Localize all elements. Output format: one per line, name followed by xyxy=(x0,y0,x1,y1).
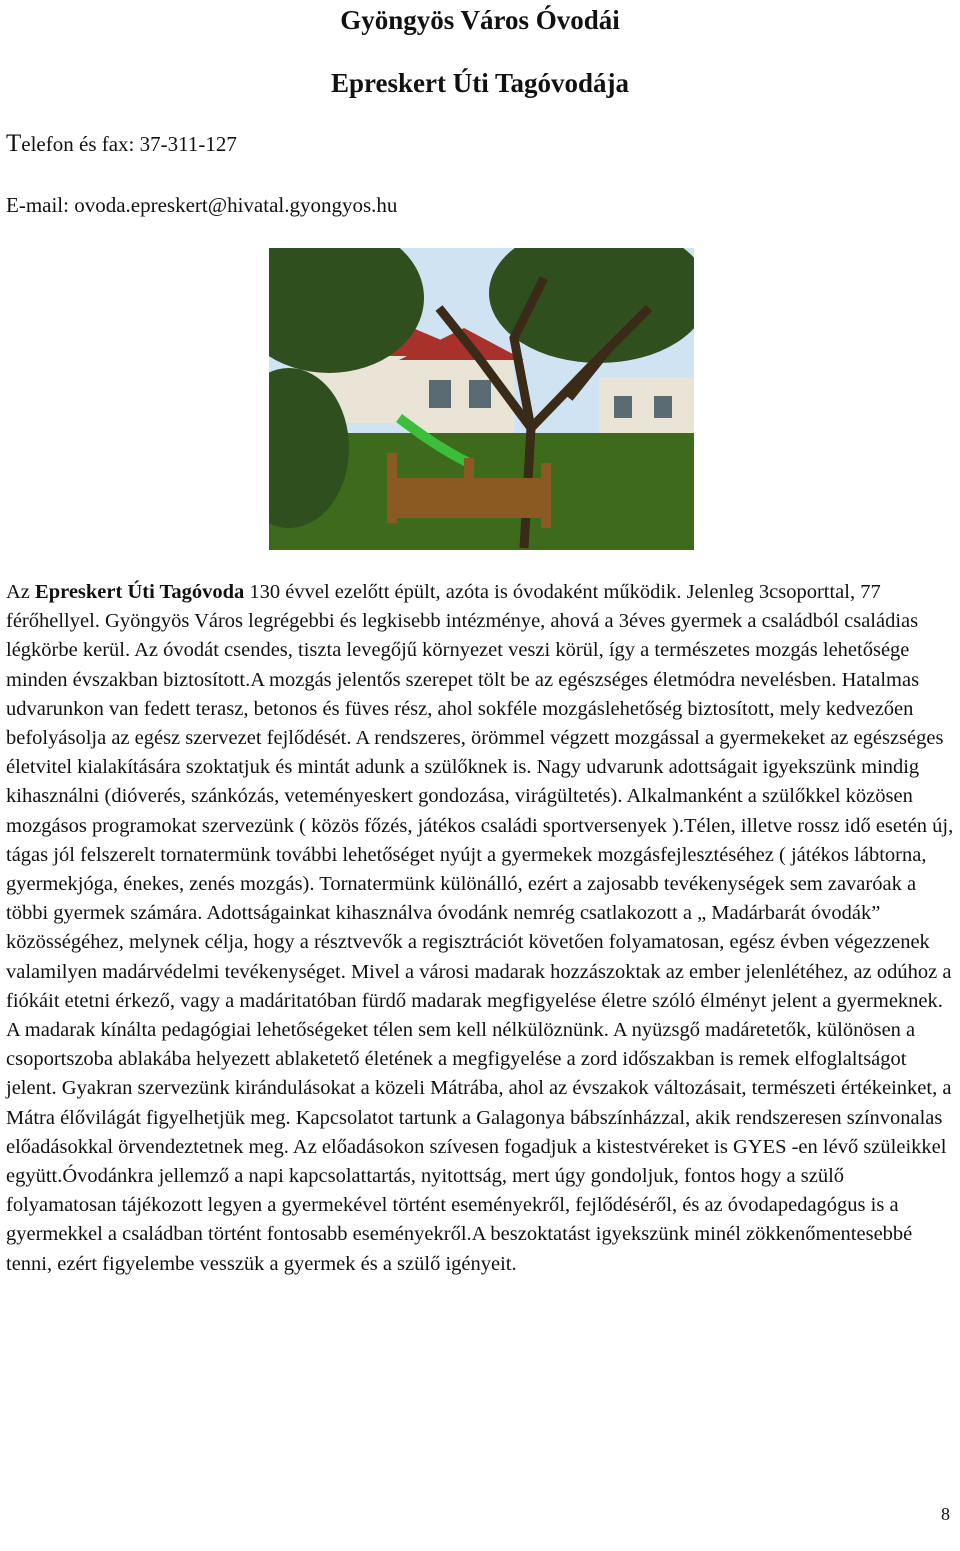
body-paragraph xyxy=(6,578,956,1279)
photo-wooden-post xyxy=(464,458,474,518)
phone-initial-letter: T xyxy=(6,130,22,157)
body-bold-name: Epreskert Úti Tagóvoda xyxy=(35,581,245,603)
page-title: Gyöngyös Város Óvodái xyxy=(340,5,620,35)
photo-window xyxy=(614,396,632,418)
photo-window xyxy=(429,380,451,408)
photo-wooden-post xyxy=(541,463,551,528)
body-intro: Az xyxy=(6,581,36,603)
page-number: 8 xyxy=(941,1504,950,1524)
photo-building-center xyxy=(409,358,514,438)
photo-window xyxy=(654,396,672,418)
photo-wooden-post xyxy=(387,453,397,523)
body-main-text: 130 évvel ezelőtt épült, azóta is óvodaként működik. Jelenleg 3csoporttal, 77 férőhellyel. Gyöngyös Város legrégebbi és legkisebb intézménye, ahová a 3éves gyermek a családból családias légkörbe kerül. Az óvodát csendes, tiszta levegőjű környezet veszi körül, így a természetes mozgás lehetősége minden évszakban biztosított.A mozgás jelentős szerepet tölt be az egészséges életmódra nevelésben. Hatalmas udvarunkon van fedett terasz, betonos és füves rész, ahol sokféle mozgáslehetőség biztosított, mely kedvezően befolyásolja az egész szervezet fejlődését. A rendszeres, örömmel végzett mozgással a gyermekeket az egészséges életvitel kialakítására szoktatjuk és mintát adunk a szülőknek is. Nagy udvarunk adottságait igyekszünk mindig kihasználni (dióverés, szánkózás, veteményeskert gondozása, virágültetés). Alkalmanként a szülőkkel közösen mozgásos programokat szervezünk ( közös főzés, játékos családi sportversenyek ).Télen, illetve rossz idő esetén új, tágas jól felszerelt tornatermünk további lehetőséget nyújt a gyermekek mozgásfejlesztéséhez ( játékos lábtorna, gyermekjóga, énekes, zenés mozgás). Tornatermünk különálló, ezért a zajosabb tevékenységek sem zavaróak a többi gyermek számára. Adottságainkat kihasználva óvodánk nemrég csatlakozott a „ Madárbarát óvodák” közösségéhez, melynek célja, hogy a résztvevők a regisztrációt követően folyamatosan, egész évben végezzenek valamilyen madárvédelmi tevékenységet. Mivel a városi madarak hozzászoktak az ember jelenlétéhez, az odúhoz a fiókáit etetni érkező, vagy a madáritatóban fürdő madarak megfigyelése életre szóló élményt jelent a gyermeknek. A madarak kínálta pedagógiai lehetőségeket télen sem kell nélkülöznünk. A nyüzsgő madáretetők, különösen a csoportszoba ablakába helyezett ablaketető életének a megfigyelése a zord időszakban is remek elfoglaltságot jelent. Gyakran szervezünk kirándulásokat a közeli Mátrába, ahol az évszakok változásait, természeti értékeinket, a Mátra élővilágát figyelhetjük meg. Kapcsolatot tartunk a Galagonya bábszínházzal, akik rendszeresen színvonalas előadásokkal örvendeztetnek meg. Az előadásokon szívesen fogadjuk a kistestvéreket is GYES -en lévő szüleikkel együtt.Óvodánkra jellemző a napi kapcsolattartás, nyitottság, mert úgy gondoljuk, fontos hogy a szülő folyamatosan tájékozott legyen a gyermekével történt eseményekről, fejlődéséről, és az óvodapedagógus is a gyermekkel a családban történt fontosabb eseményekről.A beszoktatást igyekszünk minél zökkenőmentesebbé tenni, ezért figyelembe vesszük a gyermek és a szülő igényeit. xyxy=(6,581,954,1275)
photo-building-right xyxy=(599,378,694,438)
phone-fax-text: elefon és fax: 37-311-127 xyxy=(21,132,237,156)
phone-fax-line xyxy=(6,130,237,158)
kindergarten-garden-photo xyxy=(269,248,694,550)
page-subtitle: Epreskert Úti Tagóvodája xyxy=(330,68,630,98)
email-line: E-mail: ovoda.epreskert@hivatal.gyongyos.hu xyxy=(6,193,398,217)
photo-window xyxy=(469,380,491,408)
garden-photo-illustration xyxy=(269,248,694,550)
